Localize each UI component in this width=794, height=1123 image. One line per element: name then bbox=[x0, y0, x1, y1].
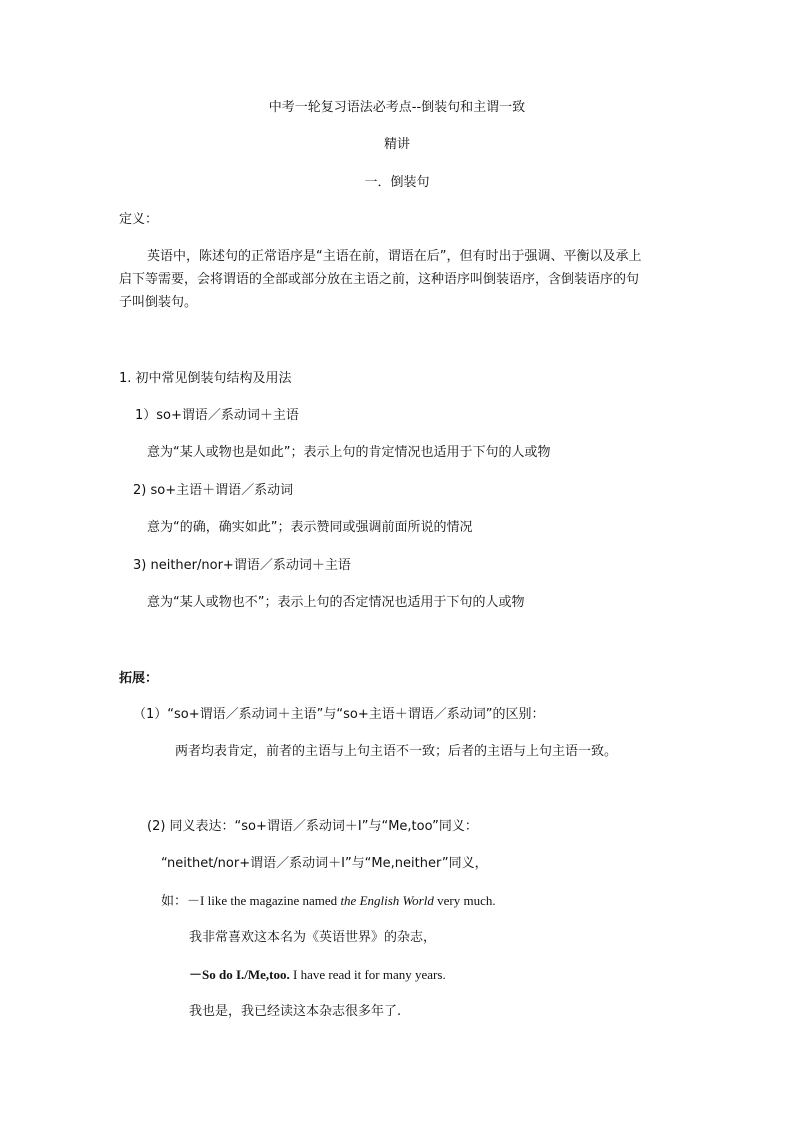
document-subtitle: 精讲 bbox=[383, 137, 410, 152]
definition-paragraph-line: 子叫倒装句。 bbox=[119, 295, 198, 310]
definition-label: 定义： bbox=[119, 212, 159, 227]
example-sentence-part: －I like the magazine named bbox=[187, 893, 341, 908]
extension-heading: 拓展： bbox=[119, 671, 159, 686]
example-sentence-part: very much. bbox=[433, 893, 496, 908]
definition-paragraph-line: 英语中，陈述句的正常语序是“主语在前，谓语在后”，但有时出于强调、平衡以及承上 bbox=[147, 249, 642, 264]
usage-item-meaning: 意为“某人或物也不”；表示上句的否定情况也适用于下句的人或物 bbox=[147, 595, 525, 610]
example-prefix: 如： bbox=[161, 894, 188, 909]
example-translation: 我也是，我已经读这本杂志很多年了. bbox=[189, 1004, 402, 1019]
extension-point-detail: 两者均表肯定，前者的主语与上句主语不一致；后者的主语与上句主语一致。 bbox=[175, 744, 618, 759]
example-line bbox=[189, 966, 446, 985]
example-line bbox=[161, 892, 496, 911]
usage-item-label: 3) neither/nor+谓语／系动词＋主语 bbox=[133, 558, 351, 573]
usage-item-label: 2) so+主语＋谓语／系动词 bbox=[133, 483, 294, 498]
extension-point-label: (2) 同义表达：“so+谓语／系动词＋I”与“Me,too”同义： bbox=[147, 819, 478, 834]
usage-item-label: 1）so+谓语／系动词＋主语 bbox=[135, 408, 299, 423]
usage-heading: 1. 初中常见倒装句结构及用法 bbox=[119, 371, 292, 386]
extension-point-label: （1）“so+谓语／系动词＋主语”与“so+主语＋谓语／系动词”的区别： bbox=[133, 707, 545, 722]
definition-paragraph-line: 启下等需要，会将谓语的全部或部分放在主语之前，这种语序叫倒装语序，含倒装语序的句 bbox=[119, 272, 640, 287]
section-heading: 一．倒装句 bbox=[364, 175, 430, 190]
example-reply-bold: －So do I./Me,too. bbox=[189, 967, 290, 982]
extension-point-line: “neithet/nor+谓语／系动词＋I”与“Me,neither”同义， bbox=[161, 856, 488, 871]
example-italic-title: the English World bbox=[340, 893, 434, 908]
example-reply-rest: I have read it for many years. bbox=[289, 967, 446, 982]
usage-item-meaning: 意为“某人或物也是如此”；表示上句的肯定情况也适用于下句的人或物 bbox=[147, 445, 551, 460]
document-title: 中考一轮复习语法必考点--倒装句和主谓一致 bbox=[268, 100, 526, 115]
usage-item-meaning: 意为“的确，确实如此”；表示赞同或强调前面所说的情况 bbox=[147, 520, 473, 535]
example-translation: 我非常喜欢这本名为《英语世界》的杂志， bbox=[189, 930, 437, 945]
